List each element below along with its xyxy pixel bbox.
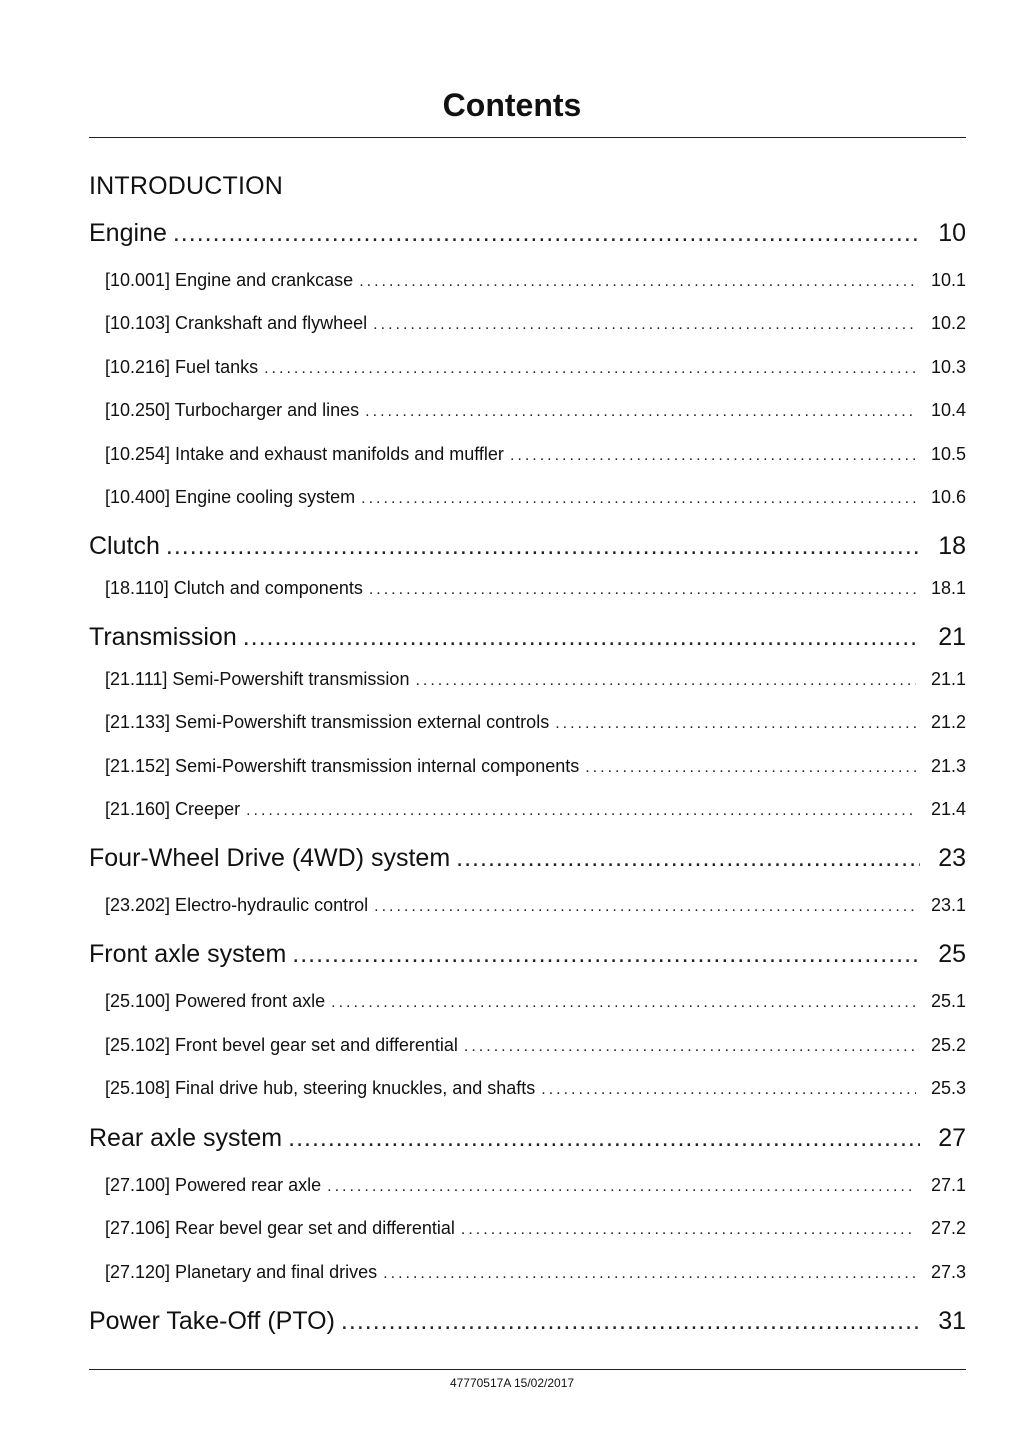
section-page: 10.5 [930, 444, 966, 464]
toc-section-10-216[interactable] [105, 355, 966, 379]
section-title: [25.102] Front bevel gear set and differential [105, 1035, 458, 1055]
section-page: 10.6 [930, 487, 966, 507]
section-page: 10.2 [930, 313, 966, 333]
section-title: [10.103] Crankshaft and flywheel [105, 313, 368, 333]
chapter-page: 23 [938, 844, 966, 872]
dot-leader [541, 1078, 916, 1102]
toc-section-23-202[interactable] [105, 893, 966, 917]
dot-leader [288, 1121, 920, 1155]
section-title: [10.250] Turbocharger and lines [105, 400, 360, 420]
toc-section-10-250[interactable] [105, 398, 966, 422]
chapter-page: 10 [938, 219, 966, 247]
dot-leader [369, 578, 916, 602]
chapter-title: Engine [89, 219, 167, 247]
toc-section-25-108[interactable] [105, 1076, 966, 1100]
toc-section-21-160[interactable] [105, 797, 966, 821]
section-title: [10.216] Fuel tanks [105, 357, 259, 377]
section-title: [10.254] Intake and exhaust manifolds and muffler [105, 444, 504, 464]
toc-section-21-133[interactable] [105, 710, 966, 734]
section-page: 21.1 [930, 669, 966, 689]
intro-heading: INTRODUCTION [89, 172, 284, 200]
toc-section-21-152[interactable] [105, 754, 966, 778]
dot-leader [361, 487, 916, 511]
dot-leader [246, 799, 916, 823]
chapter-title: Transmission [89, 623, 237, 651]
chapter-title: Power Take-Off (PTO) [89, 1307, 335, 1335]
toc-chapter-engine[interactable] [89, 216, 966, 250]
toc-section-10-254[interactable] [105, 442, 966, 466]
dot-leader [510, 444, 916, 468]
toc-chapter-pto[interactable] [89, 1304, 966, 1338]
section-page: 10.4 [930, 400, 966, 420]
section-page: 27.3 [930, 1262, 966, 1282]
toc-section-27-120[interactable] [105, 1260, 966, 1284]
section-title: [21.133] Semi-Powershift transmission external controls [105, 712, 550, 732]
dot-leader [461, 1218, 916, 1242]
section-title: [21.111] Semi-Powershift transmission [105, 669, 410, 689]
section-page: 25.3 [930, 1078, 966, 1098]
dot-leader [166, 529, 920, 563]
dot-leader [374, 895, 916, 919]
toc-section-27-100[interactable] [105, 1173, 966, 1197]
section-title: [27.100] Powered rear axle [105, 1175, 322, 1195]
dot-leader [415, 669, 916, 693]
dot-leader [555, 712, 916, 736]
section-title: [10.001] Engine and crankcase [105, 270, 354, 290]
dot-leader [327, 1175, 916, 1199]
toc-chapter-front-axle[interactable] [89, 937, 966, 971]
dot-leader [331, 991, 916, 1015]
footer-rule [89, 1369, 966, 1370]
header-rule [89, 137, 966, 138]
section-page: 10.1 [930, 270, 966, 290]
section-title: [27.106] Rear bevel gear set and differential [105, 1218, 455, 1238]
section-title: [18.110] Clutch and components [105, 578, 363, 598]
section-title: [21.152] Semi-Powershift transmission internal components [105, 756, 580, 776]
section-page: 21.2 [930, 712, 966, 732]
dot-leader [456, 841, 920, 875]
toc-chapter-4wd[interactable] [89, 841, 966, 875]
toc-section-18-110[interactable] [105, 576, 966, 600]
section-title: [10.400] Engine cooling system [105, 487, 356, 507]
toc-section-10-001[interactable] [105, 268, 966, 292]
footer-doc-id: 47770517A 15/02/2017 [449, 1376, 575, 1390]
section-title: [23.202] Electro-hydraulic control [105, 895, 369, 915]
chapter-page: 21 [938, 623, 966, 651]
toc-chapter-clutch[interactable] [89, 529, 966, 563]
chapter-title: Clutch [89, 532, 160, 560]
dot-leader [365, 400, 916, 424]
section-title: [21.160] Creeper [105, 799, 241, 819]
section-page: 25.1 [930, 991, 966, 1011]
chapter-title: Front axle system [89, 940, 287, 968]
section-page: 21.4 [930, 799, 966, 819]
page-title: Contents [442, 87, 582, 123]
section-page: 27.2 [930, 1218, 966, 1238]
chapter-page: 31 [938, 1307, 966, 1335]
section-title: [25.108] Final drive hub, steering knuckles, and shafts [105, 1078, 536, 1098]
section-page: 25.2 [930, 1035, 966, 1055]
toc-section-21-111[interactable] [105, 667, 966, 691]
dot-leader [585, 756, 916, 780]
toc-section-25-100[interactable] [105, 989, 966, 1013]
section-title: [27.120] Planetary and final drives [105, 1262, 378, 1282]
chapter-page: 25 [938, 940, 966, 968]
dot-leader [373, 313, 916, 337]
dot-leader [341, 1304, 920, 1338]
dot-leader [243, 620, 920, 654]
section-page: 23.1 [930, 895, 966, 915]
toc-section-10-400[interactable] [105, 485, 966, 509]
toc-section-25-102[interactable] [105, 1033, 966, 1057]
chapter-page: 27 [938, 1124, 966, 1152]
toc-section-10-103[interactable] [105, 311, 966, 335]
section-page: 27.1 [930, 1175, 966, 1195]
chapter-title: Four-Wheel Drive (4WD) system [89, 844, 451, 872]
dot-leader [264, 357, 916, 381]
dot-leader [383, 1262, 916, 1286]
section-title: [25.100] Powered front axle [105, 991, 326, 1011]
dot-leader [464, 1035, 916, 1059]
section-page: 21.3 [930, 756, 966, 776]
dot-leader [359, 270, 916, 294]
toc-chapter-rear-axle[interactable] [89, 1121, 966, 1155]
section-page: 10.3 [930, 357, 966, 377]
dot-leader [292, 937, 920, 971]
chapter-title: Rear axle system [89, 1124, 283, 1152]
toc-section-27-106[interactable] [105, 1216, 966, 1240]
section-page: 18.1 [930, 578, 966, 598]
dot-leader [173, 216, 920, 250]
toc-chapter-transmission[interactable] [89, 620, 966, 654]
chapter-page: 18 [938, 532, 966, 560]
